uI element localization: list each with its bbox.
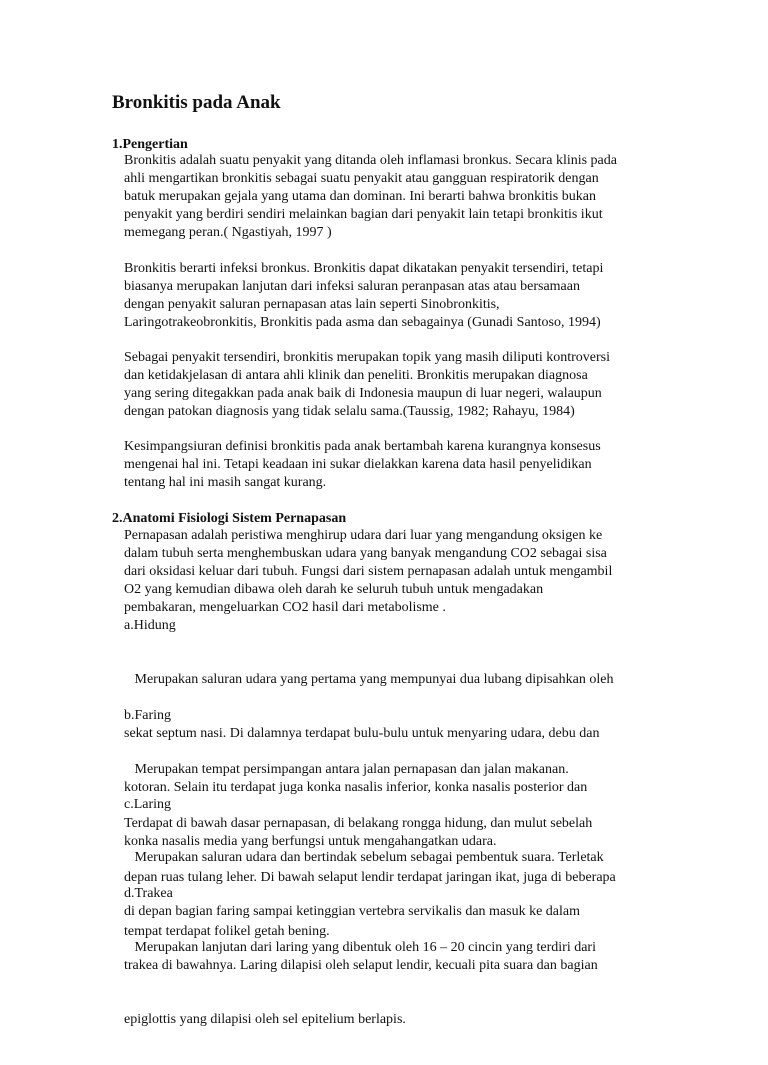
text-line: batuk merupakan gejala yang utama dan dominan. Ini berarti bahwa bronkitis bukan — [124, 189, 596, 204]
text-line: Merupakan tempat persimpangan antara jalan pernapasan dan jalan makanan. — [124, 762, 569, 777]
text-line: Terdapat di bawah dasar pernapasan, di belakang rongga hidung, dan mulut sebelah — [124, 816, 593, 831]
text-line: epiglottis yang dilapisi oleh sel epitelium berlapis. — [124, 1012, 406, 1027]
text-line: Laringotrakeobronkitis, Bronkitis pada asma dan sebagainya (Gunadi Santoso, 1994) — [124, 315, 601, 330]
text-line: di depan bagian faring sampai ketinggian vertebra servikalis dan masuk ke dalam — [124, 904, 581, 919]
paragraph-trakea — [124, 903, 596, 993]
section-heading-anatomi: 2.Anatomi Fisiologi Sistem Pernapasan — [112, 511, 347, 526]
text-line: Kesimpangsiuran definisi bronkitis pada anak bertambah karena kurangnya konsesus — [124, 439, 601, 454]
text-line: tentang hal ini masih sangat kurang. — [124, 475, 327, 490]
item-label-laring: c.Laring — [124, 797, 172, 812]
text-line: penyakit yang berdiri sendiri melainkan bagian dari penyakit lain tetapi bronkitis ikut — [124, 207, 603, 222]
paragraph-definition-2 — [124, 260, 603, 332]
paragraph-definition-3 — [124, 349, 610, 421]
section-heading-pengertian: 1.Pengertian — [112, 137, 188, 152]
paragraph-anatomi-intro — [124, 527, 612, 617]
text-line: Pernapasan adalah peristiwa menghirup udara dari luar yang mengandung oksigen ke — [124, 528, 603, 543]
text-line: sekat septum nasi. Di dalamnya terdapat bulu-bulu untuk menyaring udara, debu dan — [124, 726, 600, 741]
text-line: dan ketidakjelasan di antara ahli klinik dan peneliti. Bronkitis merupakan diagnosa — [124, 368, 588, 383]
text-line: Sebagai penyakit tersendiri, bronkitis merupakan topik yang masih diliputi kontroversi — [124, 350, 611, 365]
text-line: depan ruas tulang leher. Di bawah selaput lendir terdapat jaringan ikat, juga di beberapa — [124, 870, 616, 885]
text-line: pembakaran, mengeluarkan CO2 hasil dari metabolisme . — [124, 600, 446, 615]
text-line: dari oksidasi keluar dari tubuh. Fungsi dari sistem pernapasan adalah untuk mengambil — [124, 564, 613, 579]
text-line: Merupakan saluran udara yang pertama yang mempunyai dua lubang dipisahkan oleh — [124, 672, 614, 687]
text-line: Bronkitis berarti infeksi bronkus. Bronkitis dapat dikatakan penyakit tersendiri, tetapi — [124, 261, 604, 276]
text-line: Bronkitis adalah suatu penyakit yang ditanda oleh inflamasi bronkus. Secara klinis pada — [124, 153, 617, 168]
text-line: mengenai hal ini. Tetapi keadaan ini sukar dielakkan karena data hasil penyelidikan — [124, 457, 592, 472]
item-label-faring: b.Faring — [124, 708, 172, 723]
text-line: dengan penyakit saluran pernapasan atas lain seperti Sinobronkitis, — [124, 297, 500, 312]
paragraph-definition-4 — [124, 438, 601, 492]
text-line: kotoran. Selain itu terdapat juga konka nasalis inferior, konka nasalis posterior dan — [124, 780, 588, 795]
text-line: yang sering ditegakkan pada anak baik di Indonesia maupun di luar negeri, walaupun — [124, 386, 602, 401]
item-label-hidung: a.Hidung — [124, 618, 176, 633]
item-label-trakea: d.Trakea — [124, 886, 173, 901]
text-line: memegang peran.( Ngastiyah, 1997 ) — [124, 225, 332, 240]
text-line: tempat terdapat folikel getah bening. — [124, 924, 330, 939]
text-line: Merupakan saluran udara dan bertindak sebelum sebagai pembentuk suara. Terletak — [124, 850, 604, 865]
text-line: konka nasalis media yang berfungsi untuk mengahangatkan udara. — [124, 834, 497, 849]
text-line: O2 yang kemudian dibawa oleh darah ke seluruh tubuh untuk mengadakan — [124, 582, 544, 597]
text-line: Merupakan lanjutan dari laring yang dibentuk oleh 16 – 20 cincin yang terdiri dari — [124, 940, 596, 955]
document-title: Bronkitis pada Anak — [112, 92, 281, 113]
text-line: dengan patokan diagnosis yang tidak selalu sama.(Taussig, 1982; Rahayu, 1984) — [124, 404, 575, 419]
text-line: ahli mengartikan bronkitis sebagai suatu penyakit atau gangguan respiratorik dengan — [124, 171, 599, 186]
text-line: trakea di bawahnya. Laring dilapisi oleh selaput lendir, kecuali pita suara dan bagian — [124, 958, 598, 973]
text-line: dalam tubuh serta menghembuskan udara yang banyak mengandung CO2 sebagai sisa — [124, 546, 607, 561]
paragraph-definition-1 — [124, 152, 617, 242]
text-line: biasanya merupakan lanjutan dari infeksi saluran peranpasan atas atau bersamaan — [124, 279, 580, 294]
